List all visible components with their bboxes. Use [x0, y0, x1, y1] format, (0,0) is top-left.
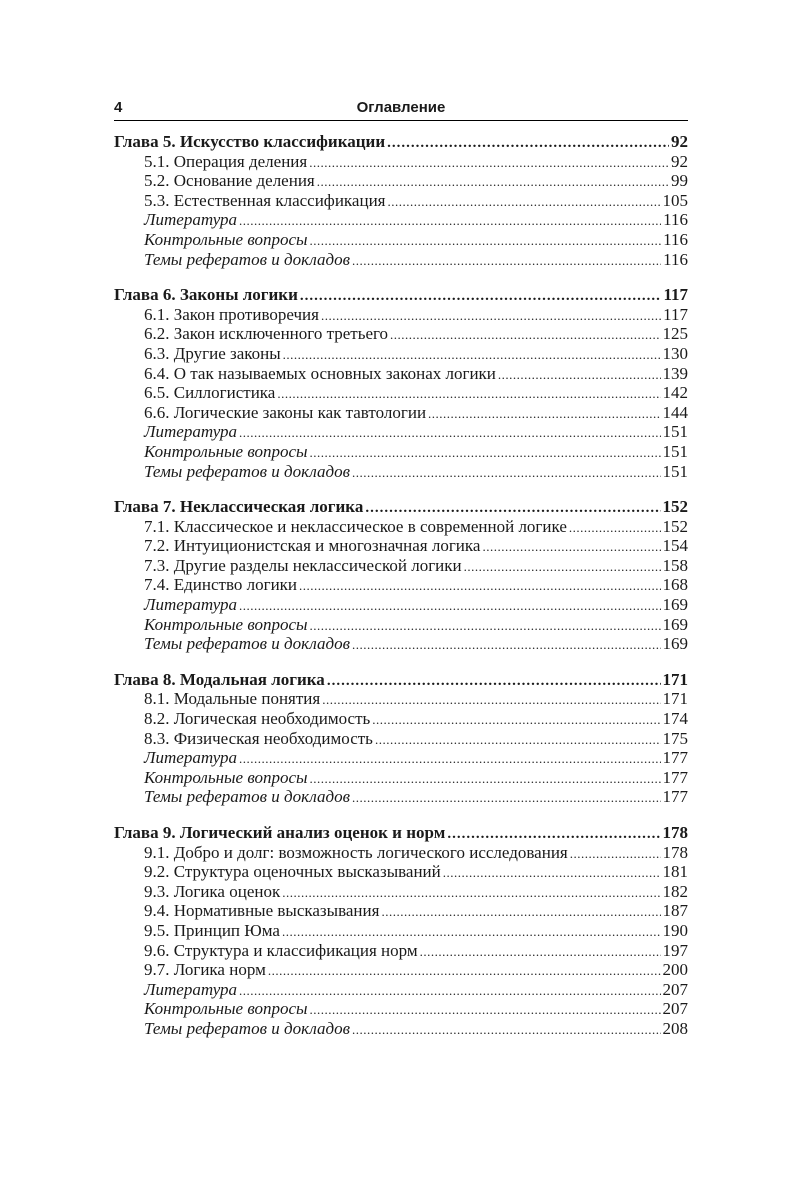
supplement-entry-page: 116	[663, 210, 688, 230]
section-entry[interactable]	[114, 709, 688, 729]
section-entry[interactable]	[114, 941, 688, 961]
supplement-entry[interactable]	[114, 980, 688, 1000]
section-entry-title: 6.1. Закон противоречия	[144, 304, 319, 324]
section-entry[interactable]	[114, 536, 688, 556]
dot-leader	[310, 769, 661, 789]
dot-leader	[282, 922, 661, 942]
supplement-entry-page: 177	[662, 787, 688, 807]
chapter-entry[interactable]	[114, 497, 688, 517]
dot-leader	[443, 863, 661, 883]
chapter-entry[interactable]	[114, 132, 688, 152]
section-entry[interactable]	[114, 689, 688, 709]
section-entry[interactable]	[114, 191, 688, 211]
section-entry[interactable]	[114, 324, 688, 344]
supplement-entry[interactable]	[114, 634, 688, 654]
dot-leader	[381, 902, 660, 922]
dot-leader	[299, 576, 660, 596]
dot-leader	[570, 844, 661, 864]
dot-leader	[420, 942, 661, 962]
section-entry-page: 190	[662, 920, 688, 940]
section-entry-title: 5.1. Операция деления	[144, 151, 308, 171]
dot-leader	[283, 345, 661, 365]
section-entry-page: 171	[662, 689, 688, 709]
dot-leader	[387, 134, 669, 154]
section-entry-title: 6.5. Силлогистика	[144, 383, 276, 403]
section-entry-page: 144	[662, 402, 688, 422]
section-entry-title: 9.6. Структура и классификация норм	[144, 940, 418, 960]
dot-leader	[390, 325, 660, 345]
section-entry-title: 8.1. Модальные понятия	[144, 689, 321, 709]
chapter-entry[interactable]	[114, 670, 688, 690]
section-entry-title: 7.3. Другие разделы неклассической логики	[144, 555, 462, 575]
supplement-entry-title: Литература	[144, 422, 238, 442]
dot-leader	[239, 423, 660, 443]
section-entry-title: 9.7. Логика норм	[144, 960, 266, 980]
supplement-entry-page: 151	[662, 441, 688, 461]
section-entry[interactable]	[114, 960, 688, 980]
dot-leader	[375, 730, 661, 750]
dot-leader	[300, 287, 662, 307]
section-entry-page: 181	[662, 862, 688, 882]
section-entry-page: 92	[671, 151, 688, 171]
section-entry[interactable]	[114, 556, 688, 576]
supplement-entry-title: Литература	[144, 210, 238, 230]
supplement-entry[interactable]	[114, 595, 688, 615]
section-entry-title: 7.4. Единство логики	[144, 575, 298, 595]
chapter-entry-title: Глава 5. Искусство классификации	[114, 132, 386, 151]
supplement-entry-title: Литература	[144, 979, 238, 999]
header-page-number: 4	[114, 99, 123, 116]
section-entry[interactable]	[114, 171, 688, 191]
section-entry-page: 187	[662, 901, 688, 921]
dot-leader	[321, 306, 661, 326]
section-entry-page: 158	[662, 555, 688, 575]
supplement-entry-title: Темы рефератов и докладов	[144, 1018, 350, 1038]
supplement-entry-page: 169	[662, 634, 688, 654]
section-entry-page: 117	[663, 304, 688, 324]
chapter-section	[114, 823, 688, 1039]
header-title: Оглавление	[356, 99, 446, 116]
supplement-entry-title: Литература	[144, 595, 238, 615]
supplement-entry-page: 151	[662, 461, 688, 481]
section-entry-title: 6.2. Закон исключенного третьего	[144, 324, 389, 344]
section-entry-page: 142	[662, 383, 688, 403]
section-entry[interactable]	[114, 344, 688, 364]
section-entry-title: 7.2. Интуиционистская и многозначная логика	[144, 536, 481, 556]
section-entry-page: 168	[662, 575, 688, 595]
dot-leader	[310, 231, 662, 251]
section-entry[interactable]	[114, 882, 688, 902]
chapter-section	[114, 497, 688, 654]
section-entry-page: 125	[662, 324, 688, 344]
supplement-entry-title: Темы рефератов и докладов	[144, 249, 350, 269]
supplement-entry-page: 169	[662, 614, 688, 634]
dot-leader	[352, 788, 661, 808]
supplement-entry-title: Контрольные вопросы	[144, 614, 308, 634]
chapter-section	[114, 670, 688, 807]
dot-leader	[464, 557, 661, 577]
dot-leader	[239, 211, 661, 231]
supplement-entry-title: Темы рефератов и докладов	[144, 461, 350, 481]
chapter-section	[114, 132, 688, 269]
supplement-entry-page: 169	[662, 595, 688, 615]
table-of-contents	[114, 132, 688, 1055]
supplement-entry[interactable]	[114, 250, 688, 270]
dot-leader	[310, 616, 661, 636]
dot-leader	[428, 404, 660, 424]
dot-leader	[282, 883, 660, 903]
chapter-entry-title: Глава 9. Логический анализ оценок и норм	[114, 823, 446, 842]
section-entry-title: 5.2. Основание деления	[144, 171, 315, 191]
supplement-entry-page: 207	[662, 979, 688, 999]
chapter-entry[interactable]	[114, 285, 688, 305]
dot-leader	[309, 153, 669, 173]
section-entry[interactable]	[114, 843, 688, 863]
chapter-entry-page: 117	[663, 285, 688, 305]
section-entry[interactable]	[114, 921, 688, 941]
supplement-entry[interactable]	[114, 615, 688, 635]
supplement-entry-title: Контрольные вопросы	[144, 229, 308, 249]
supplement-entry[interactable]	[114, 442, 688, 462]
section-entry[interactable]	[114, 152, 688, 172]
dot-leader	[352, 251, 661, 271]
section-entry-title: 6.6. Логические законы как тавтологии	[144, 402, 427, 422]
section-entry-page: 154	[662, 536, 688, 556]
dot-leader	[569, 518, 661, 538]
supplement-entry-title: Контрольные вопросы	[144, 441, 308, 461]
section-entry[interactable]	[114, 364, 688, 384]
dot-leader	[310, 1000, 661, 1020]
supplement-entry[interactable]	[114, 230, 688, 250]
section-entry[interactable]	[114, 901, 688, 921]
running-header	[114, 98, 688, 121]
dot-leader	[372, 710, 660, 730]
section-entry-title: 8.3. Физическая необходимость	[144, 728, 373, 748]
dot-leader	[239, 981, 660, 1001]
dot-leader	[352, 463, 661, 483]
section-entry-title: 9.5. Принцип Юма	[144, 920, 280, 940]
supplement-entry[interactable]	[114, 748, 688, 768]
section-entry-title: 9.4. Нормативные высказывания	[144, 901, 380, 921]
supplement-entry-title: Контрольные вопросы	[144, 999, 308, 1019]
dot-leader	[239, 749, 660, 769]
section-entry[interactable]	[114, 305, 688, 325]
supplement-entry-page: 208	[662, 1018, 688, 1038]
section-entry-page: 197	[662, 940, 688, 960]
supplement-entry[interactable]	[114, 210, 688, 230]
supplement-entry-title: Темы рефератов и докладов	[144, 787, 350, 807]
section-entry-page: 178	[662, 842, 688, 862]
dot-leader	[317, 172, 669, 192]
supplement-entry-page: 177	[662, 767, 688, 787]
supplement-entry[interactable]	[114, 1019, 688, 1039]
section-entry-page: 174	[662, 709, 688, 729]
section-entry-page: 139	[662, 363, 688, 383]
chapter-entry-title: Глава 8. Модальная логика	[114, 669, 325, 689]
section-entry-page: 105	[662, 190, 688, 210]
supplement-entry[interactable]	[114, 462, 688, 482]
section-entry[interactable]	[114, 517, 688, 537]
supplement-entry[interactable]	[114, 768, 688, 788]
section-entry[interactable]	[114, 383, 688, 403]
section-entry-title: 9.1. Добро и долг: возможность логического исследования	[144, 842, 568, 862]
section-entry-page: 182	[662, 881, 688, 901]
dot-leader	[268, 961, 661, 981]
chapter-entry-page: 152	[662, 497, 688, 517]
section-entry-title: 8.2. Логическая необходимость	[144, 709, 371, 729]
dot-leader	[388, 192, 661, 212]
dot-leader	[310, 443, 661, 463]
supplement-entry-title: Темы рефератов и докладов	[144, 634, 350, 654]
dot-leader	[482, 537, 660, 557]
supplement-entry[interactable]	[114, 422, 688, 442]
section-entry-title: 9.2. Структура оценочных высказываний	[144, 862, 441, 882]
supplement-entry-page: 207	[662, 999, 688, 1019]
chapter-entry-page: 92	[671, 132, 688, 151]
section-entry[interactable]	[114, 862, 688, 882]
dot-leader	[498, 365, 661, 385]
section-entry-title: 6.3. Другие законы	[144, 343, 281, 363]
supplement-entry-title: Контрольные вопросы	[144, 767, 308, 787]
chapter-entry[interactable]	[114, 823, 688, 843]
supplement-entry-page: 116	[663, 249, 688, 269]
supplement-entry-page: 177	[662, 748, 688, 768]
section-entry-page: 130	[662, 343, 688, 363]
section-entry[interactable]	[114, 403, 688, 423]
supplement-entry-title: Литература	[144, 748, 238, 768]
chapter-section	[114, 285, 688, 481]
section-entry[interactable]	[114, 575, 688, 595]
dot-leader	[239, 596, 660, 616]
supplement-entry-page: 151	[662, 422, 688, 442]
section-entry[interactable]	[114, 729, 688, 749]
dot-leader	[352, 635, 661, 655]
section-entry-page: 200	[662, 960, 688, 980]
supplement-entry[interactable]	[114, 787, 688, 807]
chapter-entry-page: 178	[662, 823, 688, 842]
dot-leader	[352, 1020, 661, 1040]
chapter-entry-title: Глава 7. Неклассическая логика	[114, 497, 364, 517]
dot-leader	[277, 384, 660, 404]
dot-leader	[327, 672, 661, 692]
section-entry-title: 7.1. Классическое и неклассическое в современной логике	[144, 516, 567, 536]
section-entry-page: 152	[662, 516, 688, 536]
section-entry-title: 6.4. О так называемых основных законах логики	[144, 363, 496, 383]
section-entry-page: 175	[662, 728, 688, 748]
chapter-entry-title: Глава 6. Законы логики	[114, 285, 298, 305]
chapter-entry-page: 171	[662, 669, 688, 689]
dot-leader	[322, 690, 660, 710]
section-entry-page: 99	[671, 171, 688, 191]
supplement-entry-page: 116	[663, 229, 688, 249]
section-entry-title: 5.3. Естественная классификация	[144, 190, 386, 210]
supplement-entry[interactable]	[114, 999, 688, 1019]
section-entry-title: 9.3. Логика оценок	[144, 881, 281, 901]
